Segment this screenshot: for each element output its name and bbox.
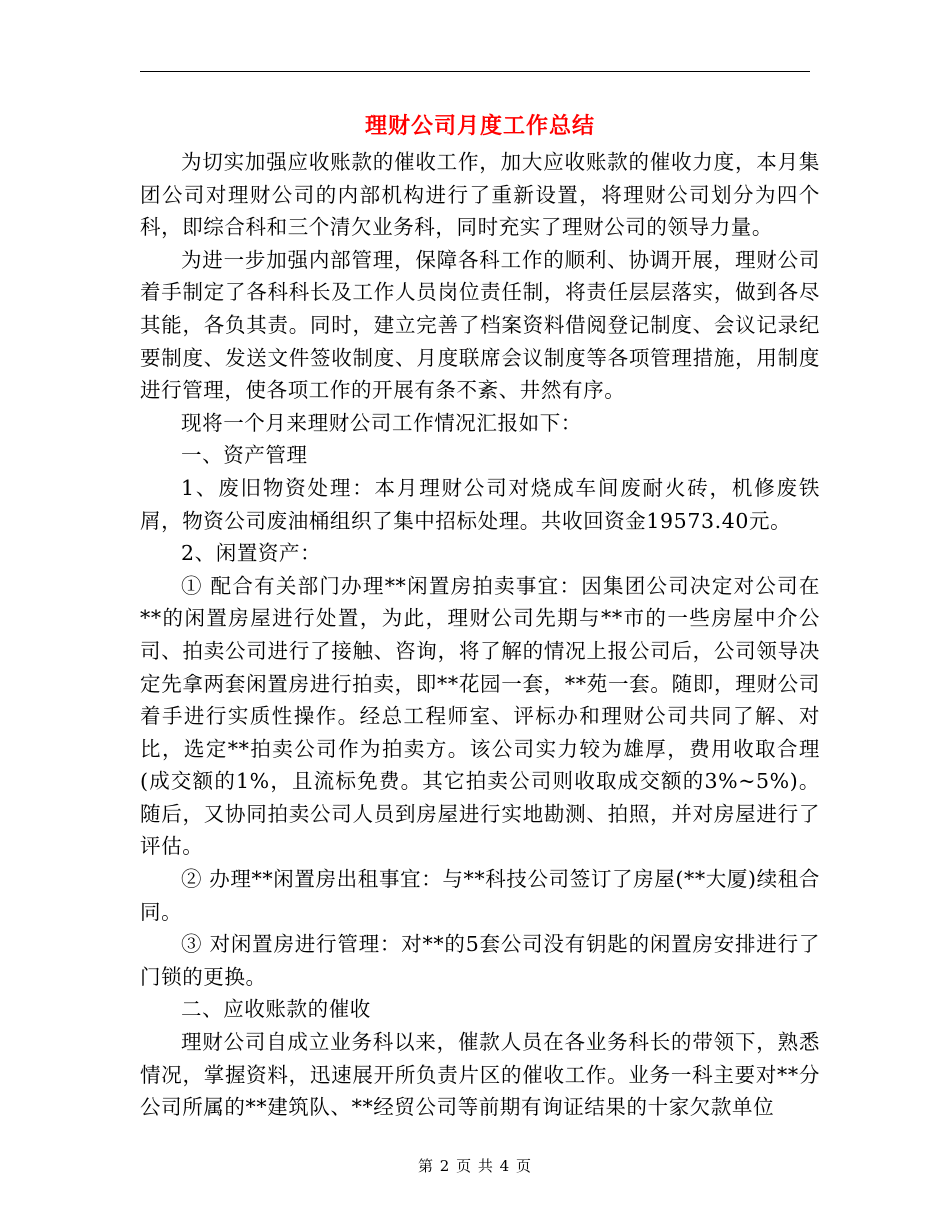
paragraph-idle-house-rental: ② 办理**闲置房出租事宜：与**科技公司签订了房屋(**大厦)续租合同。 bbox=[140, 867, 820, 924]
document-page bbox=[140, 108, 820, 1124]
paragraph-idle-house-auction: ① 配合有关部门办理**闲置房拍卖事宜：因集团公司决定对公司在**的闲置房屋进行处置，为此，理财公司先期与**市的一些房屋中介公司、拍卖公司进行了接触、咨询，将了解的情况上报公司后，公司领导决定先拿两套闲置房进行拍卖，即**花园一套，**苑一套。随即，理财公司着手进行实质性操作。经总工程师室、评标办和理财公司共同了解、对比，选定**拍卖公司作为拍卖方。该公司实力较为雄厚，费用收取合理(成交额的1%，且流标免费。其它拍卖公司则收取成交额的3%~5%)。随后，又协同拍卖公司人员到房屋进行实地勘测、拍照，并对房屋进行了评估。 bbox=[140, 573, 820, 859]
paragraph-report-intro: 现将一个月来理财公司工作情况汇报如下： bbox=[181, 410, 582, 435]
paragraph-receivables-collection: 理财公司自成立业务科以来，催款人员在各业务科长的带领下，熟悉情况，掌握资料，迅速展开所负责片区的催收工作。业务一科主要对**分公司所属的**建筑队、**经贸公司等前期有询证结果的十家欠款单位 bbox=[140, 1030, 820, 1120]
subheading-idle-assets: 2、闲置资产： bbox=[181, 541, 322, 566]
section-heading-asset-management: 一、资产管理 bbox=[181, 443, 308, 468]
section-heading-receivables: 二、应收账款的催收 bbox=[181, 997, 371, 1022]
paragraph-scrap-materials: 1、废旧物资处理：本月理财公司对烧成车间废耐火砖，机修废铁屑，物资公司废油桶组织了集中招标处理。共收回资金19573.40元。 bbox=[140, 475, 820, 533]
paragraph-idle-house-locks: ③ 对闲置房进行管理：对**的5套公司没有钥匙的闲置房安排进行了门锁的更换。 bbox=[140, 932, 820, 989]
header-rule bbox=[140, 71, 810, 72]
page-number-footer: 第 2 页 共 4 页 bbox=[418, 1157, 532, 1175]
paragraph-management: 为进一步加强内部管理，保障各科工作的顺利、协调开展，理财公司着手制定了各科科长及工作人员岗位责任制，将责任层层落实，做到各尽其能，各负其责。同时，建立完善了档案资料借阅登记制度、会议记录纪要制度、发送文件签收制度、月度联席会议制度等各项管理措施，用制度进行管理，使各项工作的开展有条不紊、井然有序。 bbox=[140, 247, 820, 403]
paragraph-intro: 为切实加强应收账款的催收工作，加大应收账款的催收力度，本月集团公司对理财公司的内部机构进行了重新设置，将理财公司划分为四个科，即综合科和三个清欠业务科，同时充实了理财公司的领导力量。 bbox=[140, 150, 820, 240]
document-title: 理财公司月度工作总结 bbox=[364, 113, 595, 139]
